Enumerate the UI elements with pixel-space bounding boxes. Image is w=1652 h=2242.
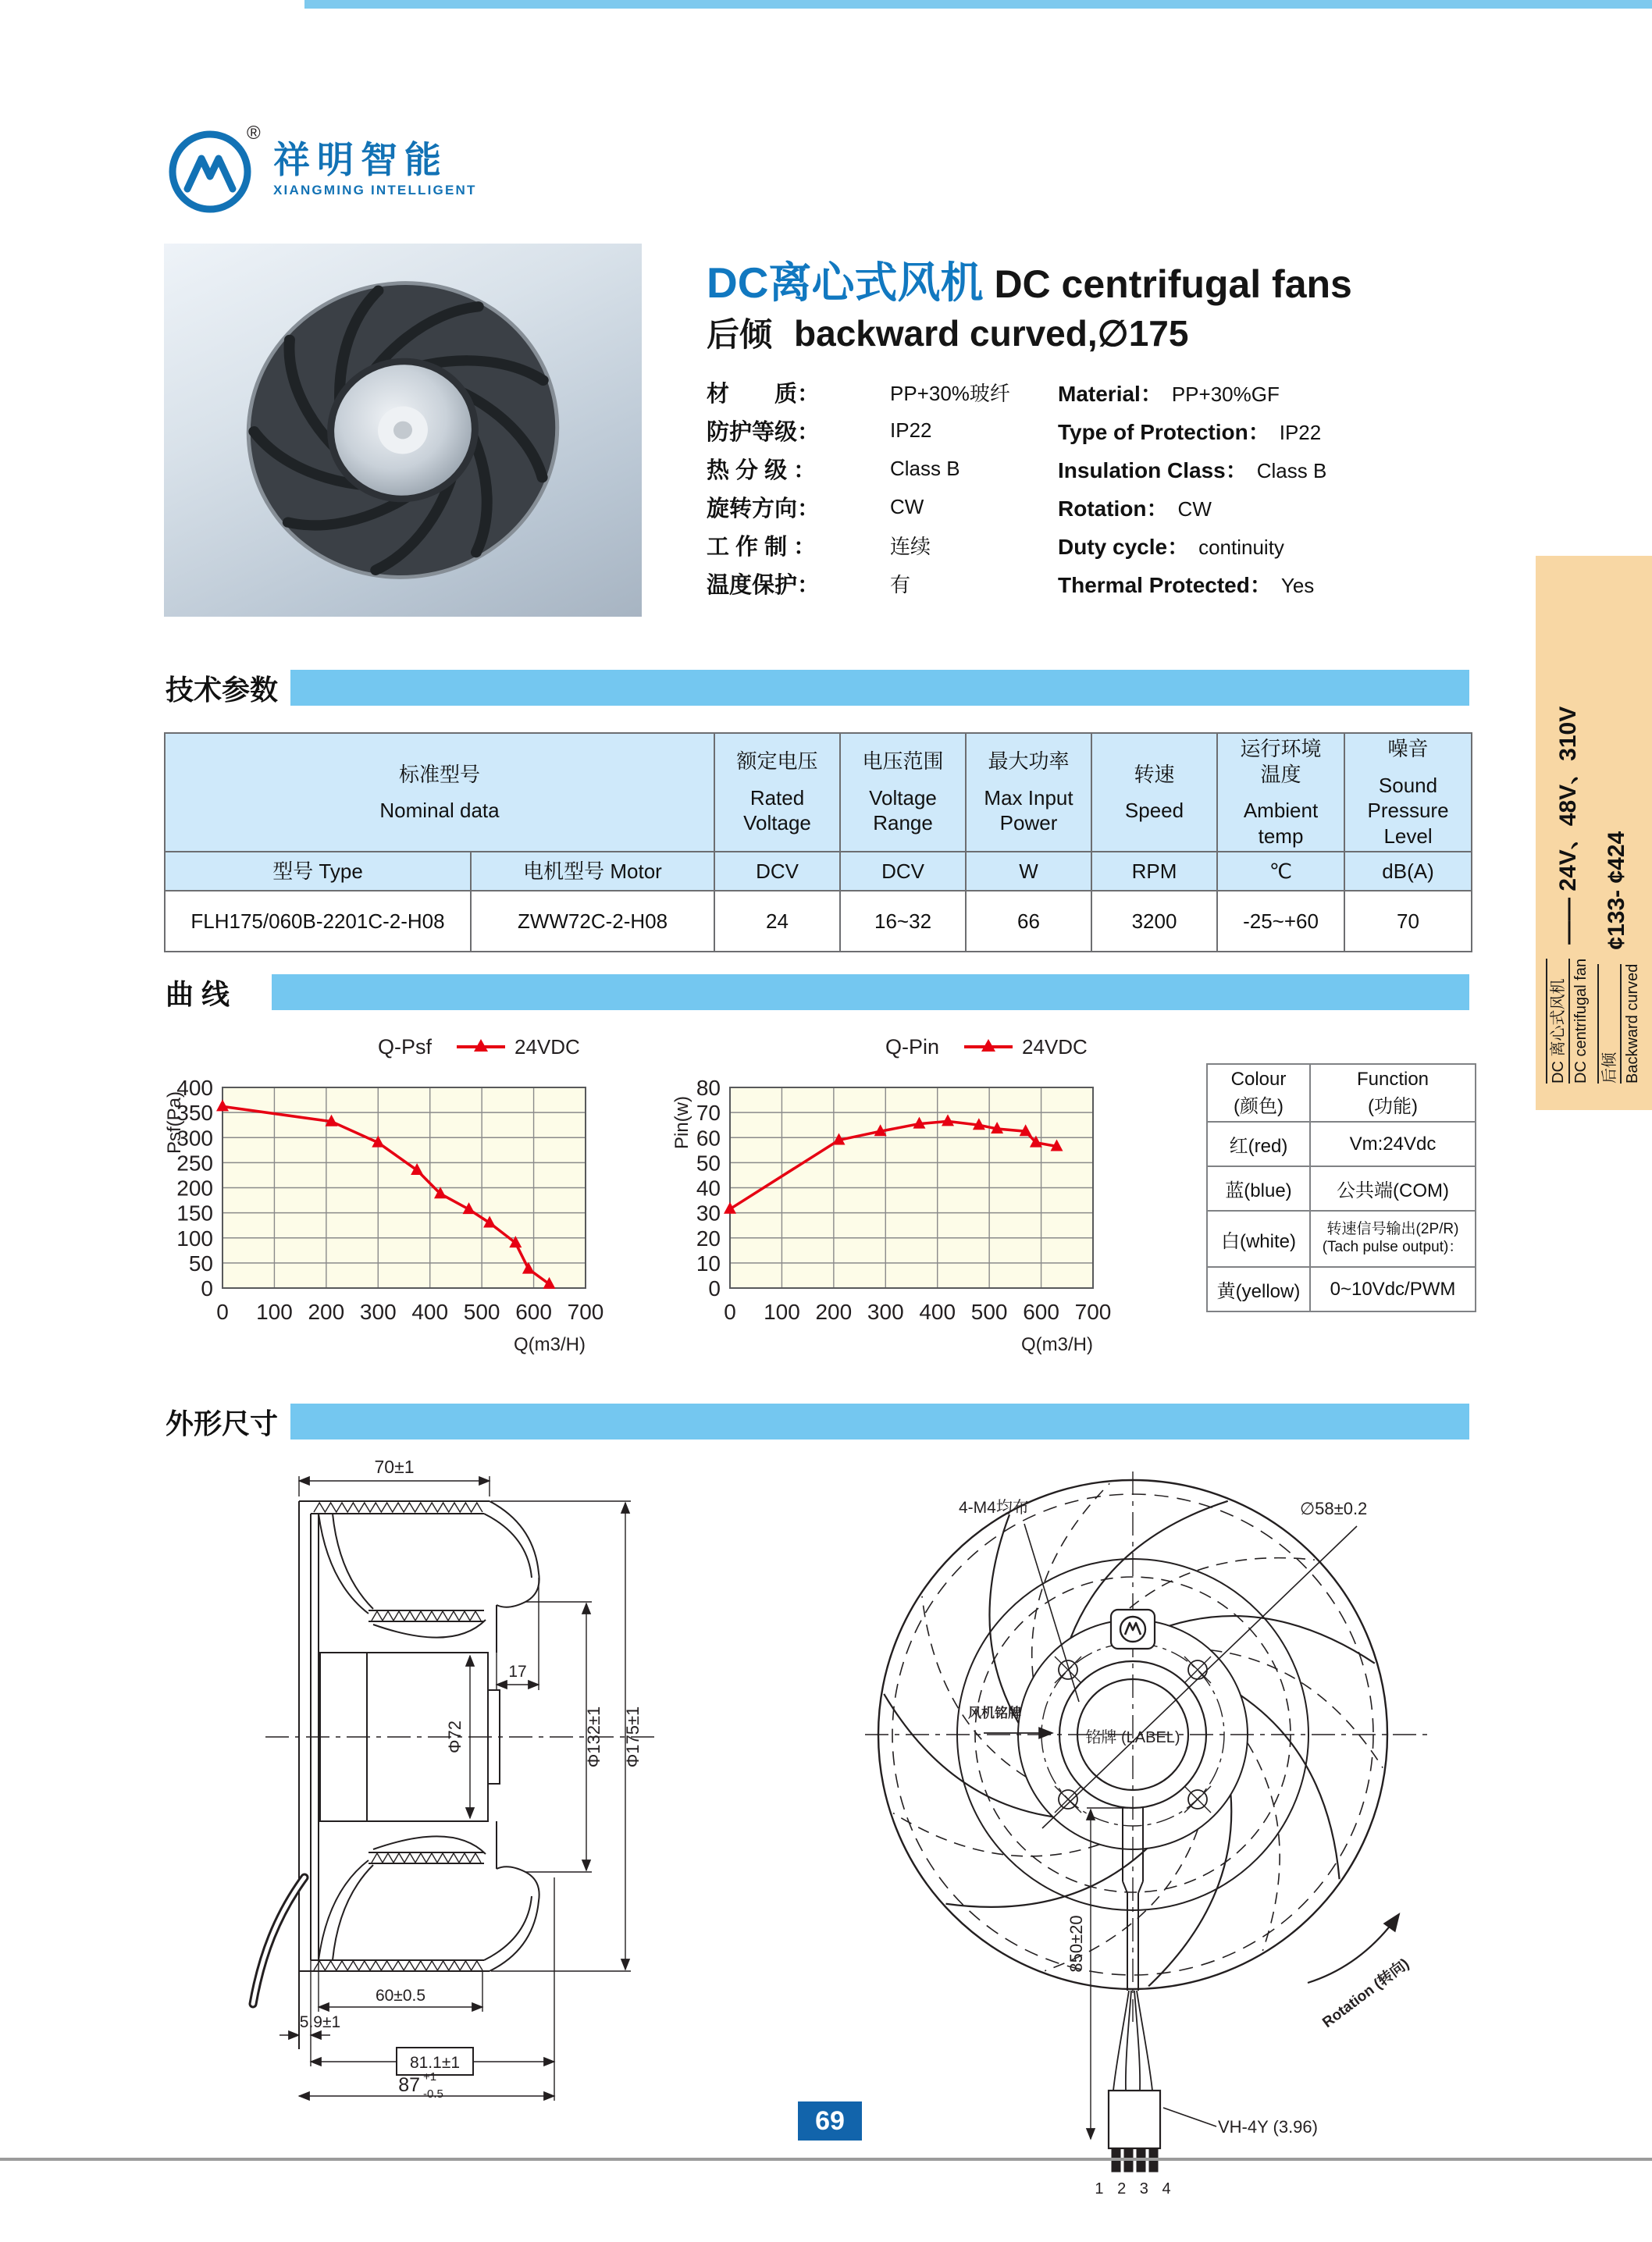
label-center: 铭牌 (LABEL): [1085, 1729, 1180, 1746]
spec-cn-label: 防护等级：: [707, 420, 821, 445]
table-subheader-motor: 电机型号 Motor: [471, 852, 714, 891]
col-en: Max Input Power: [984, 785, 1073, 835]
svg-text:24VDC: 24VDC: [514, 1035, 580, 1059]
svg-text:100: 100: [256, 1300, 293, 1324]
spec-cn-value: CW: [890, 495, 924, 518]
dim-811: 81.1±1: [409, 2054, 461, 2072]
svg-text:250: 250: [176, 1151, 213, 1176]
spec-cn-label: 旋转方向：: [707, 496, 821, 521]
dim-87-sup: +1: [423, 2070, 437, 2084]
cell-value: 70: [1344, 891, 1472, 952]
label-pins: 1 2 3 4: [1095, 2180, 1176, 2198]
wire-header-colour-cn: (颜色): [1234, 1095, 1284, 1117]
table-subheader-type: 型号 Type: [165, 852, 471, 891]
dim-87-sub: -0.5: [423, 2087, 443, 2101]
col-cn: 额定电压: [736, 749, 818, 774]
wire-function-line2: (Tach pulse output)：: [1322, 1239, 1464, 1255]
svg-text:50: 50: [188, 1251, 213, 1276]
spec-row-material: [707, 373, 1526, 411]
chart-q-pin: [668, 1013, 1113, 1357]
svg-text:300: 300: [867, 1300, 904, 1324]
spec-cn-label: 温度保护：: [707, 573, 821, 598]
cell-value: 3200: [1091, 891, 1217, 952]
dim-87: 87: [398, 2074, 420, 2096]
svg-text:100: 100: [764, 1300, 800, 1324]
wire-row-yellow: [1207, 1267, 1476, 1311]
cell-value: 66: [966, 891, 1091, 952]
svg-text:300: 300: [176, 1126, 213, 1151]
svg-text:60: 60: [696, 1126, 721, 1151]
table-header-col: [1344, 733, 1472, 852]
label-bcd: ∅58±0.2: [1300, 1499, 1368, 1518]
label-screws: 4-M4均布: [959, 1499, 1029, 1517]
svg-text:50: 50: [696, 1151, 721, 1176]
dim-60: 60±0.5: [375, 1987, 426, 2005]
table-header-col: [1091, 733, 1217, 852]
company-logo: [166, 122, 477, 217]
fan-photo-illustration: [235, 262, 571, 598]
spec-en-value: IP22: [1279, 420, 1322, 444]
table-header-col: [714, 733, 840, 852]
wire-function-line1: 转速信号输出(2P/R): [1326, 1221, 1459, 1238]
title-en: DC centrifugal fans: [994, 262, 1352, 306]
svg-text:24VDC: 24VDC: [1022, 1035, 1088, 1059]
svg-text:300: 300: [359, 1300, 397, 1324]
side-tab-group-size: [1597, 556, 1643, 1084]
svg-text:Q(m3/H): Q(m3/H): [1021, 1334, 1093, 1355]
logo-mark-icon: [166, 122, 261, 217]
page-number: 69: [798, 2101, 862, 2141]
svg-text:Q-Pin: Q-Pin: [885, 1035, 939, 1059]
spec-cn-value: Class B: [890, 457, 960, 480]
table-header-nominal: [165, 733, 714, 852]
wire-function-table: [1206, 1063, 1476, 1312]
spec-cn-value: IP22: [890, 418, 932, 442]
side-tab-voltages: —— 24V、48V、310V: [1554, 706, 1581, 945]
col-en: Sound Pressure Level: [1367, 773, 1449, 848]
chart-q-psf: [160, 1013, 605, 1357]
svg-text:70: 70: [696, 1101, 721, 1126]
svg-text:400: 400: [411, 1300, 449, 1324]
wire-header-function-en: Function: [1356, 1068, 1429, 1090]
wire-colour: 黄(yellow): [1207, 1267, 1310, 1311]
side-tab-cn: DC 离心式风机: [1546, 959, 1568, 1084]
cell-value: -25~+60: [1217, 891, 1344, 952]
svg-text:700: 700: [567, 1300, 604, 1324]
wire-row-red: [1207, 1122, 1476, 1166]
side-tab: [1536, 556, 1652, 1110]
side-tab-sizes: ¢133- ¢424: [1603, 831, 1629, 950]
table-unit: DCV: [714, 852, 840, 891]
dim-70: 70±1: [374, 1457, 415, 1477]
col-en: Ambient temp: [1243, 799, 1319, 848]
svg-text:500: 500: [463, 1300, 500, 1324]
cell-motor: ZWW72C-2-H08: [471, 891, 714, 952]
wire-function: 0~10Vdc/PWM: [1310, 1267, 1476, 1311]
dim-17: 17: [508, 1663, 527, 1681]
svg-text:10: 10: [696, 1251, 721, 1276]
header-nominal-en: Nominal data: [379, 799, 500, 822]
svg-text:600: 600: [1023, 1300, 1059, 1324]
spec-row-insulation: [707, 450, 1526, 488]
svg-text:100: 100: [176, 1226, 213, 1251]
dim-d175: Φ175±1: [623, 1706, 643, 1768]
spec-list: [707, 373, 1526, 603]
svg-text:Q(m3/H): Q(m3/H): [514, 1334, 586, 1355]
svg-text:Pin(w): Pin(w): [671, 1095, 692, 1150]
dim-59: 5.9±1: [299, 2013, 341, 2031]
wire-colour: 红(red): [1207, 1122, 1310, 1166]
title-cn: DC离心式风机: [707, 258, 984, 307]
page-subtitle: [707, 309, 1188, 356]
side-tab-cn: 后倾: [1597, 964, 1620, 1084]
wire-row-blue: [1207, 1166, 1476, 1211]
section-title-curve: 曲 线: [166, 978, 230, 1010]
section-bar-curve: [272, 974, 1469, 1010]
spec-en-value: Class B: [1256, 458, 1327, 482]
section-title-tech: 技术参数: [166, 674, 279, 706]
table-unit: dB(A): [1344, 852, 1472, 891]
col-cn: 最大功率: [988, 749, 1070, 774]
spec-en-label: Rotation：: [1058, 496, 1169, 521]
top-accent-strip: [304, 0, 1652, 9]
side-tab-en: DC centrifugal fan: [1568, 959, 1591, 1084]
svg-text:400: 400: [919, 1300, 956, 1324]
svg-text:0: 0: [201, 1276, 213, 1301]
spec-en-value: Yes: [1280, 573, 1315, 597]
spec-en-label: Thermal Protected：: [1058, 572, 1272, 597]
svg-text:200: 200: [176, 1176, 213, 1201]
table-row: [165, 891, 1472, 952]
col-en: Voltage Range: [869, 785, 937, 835]
wire-header-function-cn: (功能): [1368, 1095, 1418, 1117]
label-connector: VH-4Y (3.96): [1218, 2117, 1318, 2137]
parameter-table: [164, 732, 1472, 952]
cell-type: FLH175/060B-2201C-2-H08: [165, 891, 471, 952]
spec-cn-value: PP+30%玻纤: [890, 382, 1010, 405]
wire-header-colour: [1207, 1064, 1310, 1122]
side-tab-en: Backward curved: [1620, 964, 1643, 1084]
wire-function: 公共端(COM): [1310, 1166, 1476, 1211]
spec-en-label: Duty cycle：: [1058, 534, 1190, 559]
wire-header-colour-en: Colour: [1230, 1068, 1287, 1090]
svg-text:30: 30: [696, 1201, 721, 1226]
table-header-col: [1217, 733, 1344, 852]
svg-text:0: 0: [216, 1300, 229, 1324]
header-nominal-cn: 标准型号: [399, 762, 481, 786]
table-unit: DCV: [840, 852, 966, 891]
wire-row-white: [1207, 1211, 1476, 1267]
col-cn: 转速: [1134, 762, 1175, 786]
table-unit: ℃: [1217, 852, 1344, 891]
wire-colour: 蓝(blue): [1207, 1166, 1310, 1211]
dim-d132: Φ132±1: [584, 1706, 603, 1768]
logo-en-text: XIANGMING INTELLIGENT: [273, 182, 477, 198]
logo-cn-text: 祥明智能: [273, 139, 448, 181]
table-header-col: [840, 733, 966, 852]
col-en: Rated Voltage: [743, 785, 811, 835]
dimension-drawing-front-view: [851, 1444, 1515, 2209]
spec-en-value: continuity: [1198, 535, 1284, 559]
spec-cn-value: 连续: [890, 535, 931, 558]
svg-text:700: 700: [1074, 1300, 1112, 1324]
table-header-col: [966, 733, 1091, 852]
svg-text:600: 600: [515, 1300, 552, 1324]
wire-function: Vm:24Vdc: [1310, 1122, 1476, 1166]
svg-text:0: 0: [708, 1276, 721, 1301]
dim-d72: Φ72: [445, 1720, 465, 1754]
section-bar-tech: [290, 670, 1469, 706]
svg-text:200: 200: [815, 1300, 853, 1324]
svg-text:0: 0: [724, 1300, 736, 1324]
col-cn: 电压范围: [862, 749, 944, 774]
spec-en-label: Insulation Class：: [1058, 457, 1248, 482]
spec-en-value: CW: [1177, 496, 1212, 521]
spec-cn-label: 工 作 制 ：: [707, 535, 817, 560]
svg-text:400: 400: [176, 1076, 213, 1100]
svg-text:20: 20: [696, 1226, 721, 1251]
side-tab-group-voltage: [1546, 556, 1591, 1084]
col-cn: 噪音: [1387, 737, 1429, 760]
spec-row-thermal: [707, 564, 1526, 603]
svg-text:350: 350: [176, 1101, 213, 1126]
wire-colour: 白(white): [1207, 1211, 1310, 1267]
table-unit: W: [966, 852, 1091, 891]
col-en: Speed: [1124, 799, 1184, 822]
spec-en-label: Material：: [1058, 381, 1162, 406]
label-cable-length: 850±20: [1066, 1915, 1086, 1973]
spec-cn-label: 热 分 级 ：: [707, 458, 817, 483]
section-title-dims: 外形尺寸: [166, 1407, 279, 1440]
table-unit: RPM: [1091, 852, 1217, 891]
spec-cn-label: 材 质：: [707, 382, 821, 407]
svg-text:Psf(Pa): Psf(Pa): [164, 1091, 185, 1155]
wire-function: [1310, 1211, 1476, 1267]
label-rotation: Rotation (转向): [1319, 1956, 1413, 2032]
spec-row-protection: [707, 411, 1526, 450]
product-photo: [164, 244, 642, 617]
wire-header-function: [1310, 1064, 1476, 1122]
spec-cn-value: 有: [890, 573, 911, 596]
col-cn: 运行环境温度: [1240, 737, 1322, 786]
spec-en-value: PP+30%GF: [1171, 382, 1280, 406]
section-bar-dims: [290, 1404, 1469, 1440]
bottom-rule: [0, 2158, 1652, 2161]
dimension-drawing-side-view: [219, 1456, 671, 2112]
svg-text:80: 80: [696, 1076, 721, 1100]
cell-value: 16~32: [840, 891, 966, 952]
spec-row-duty: [707, 526, 1526, 564]
subtitle-en: backward curved,∅175: [794, 313, 1189, 354]
spec-en-label: Type of Protection：: [1058, 419, 1270, 444]
label-nameplate: 风机铭牌: [968, 1706, 1021, 1721]
cell-value: 24: [714, 891, 840, 952]
registered-mark: ®: [247, 123, 261, 144]
svg-text:200: 200: [308, 1300, 345, 1324]
svg-text:150: 150: [176, 1201, 213, 1226]
subtitle-cn: 后倾: [707, 316, 773, 353]
spec-row-rotation: [707, 488, 1526, 526]
svg-text:500: 500: [970, 1300, 1008, 1324]
svg-text:40: 40: [696, 1176, 721, 1201]
page-title: [707, 248, 1352, 310]
svg-text:Q-Psf: Q-Psf: [377, 1035, 432, 1059]
